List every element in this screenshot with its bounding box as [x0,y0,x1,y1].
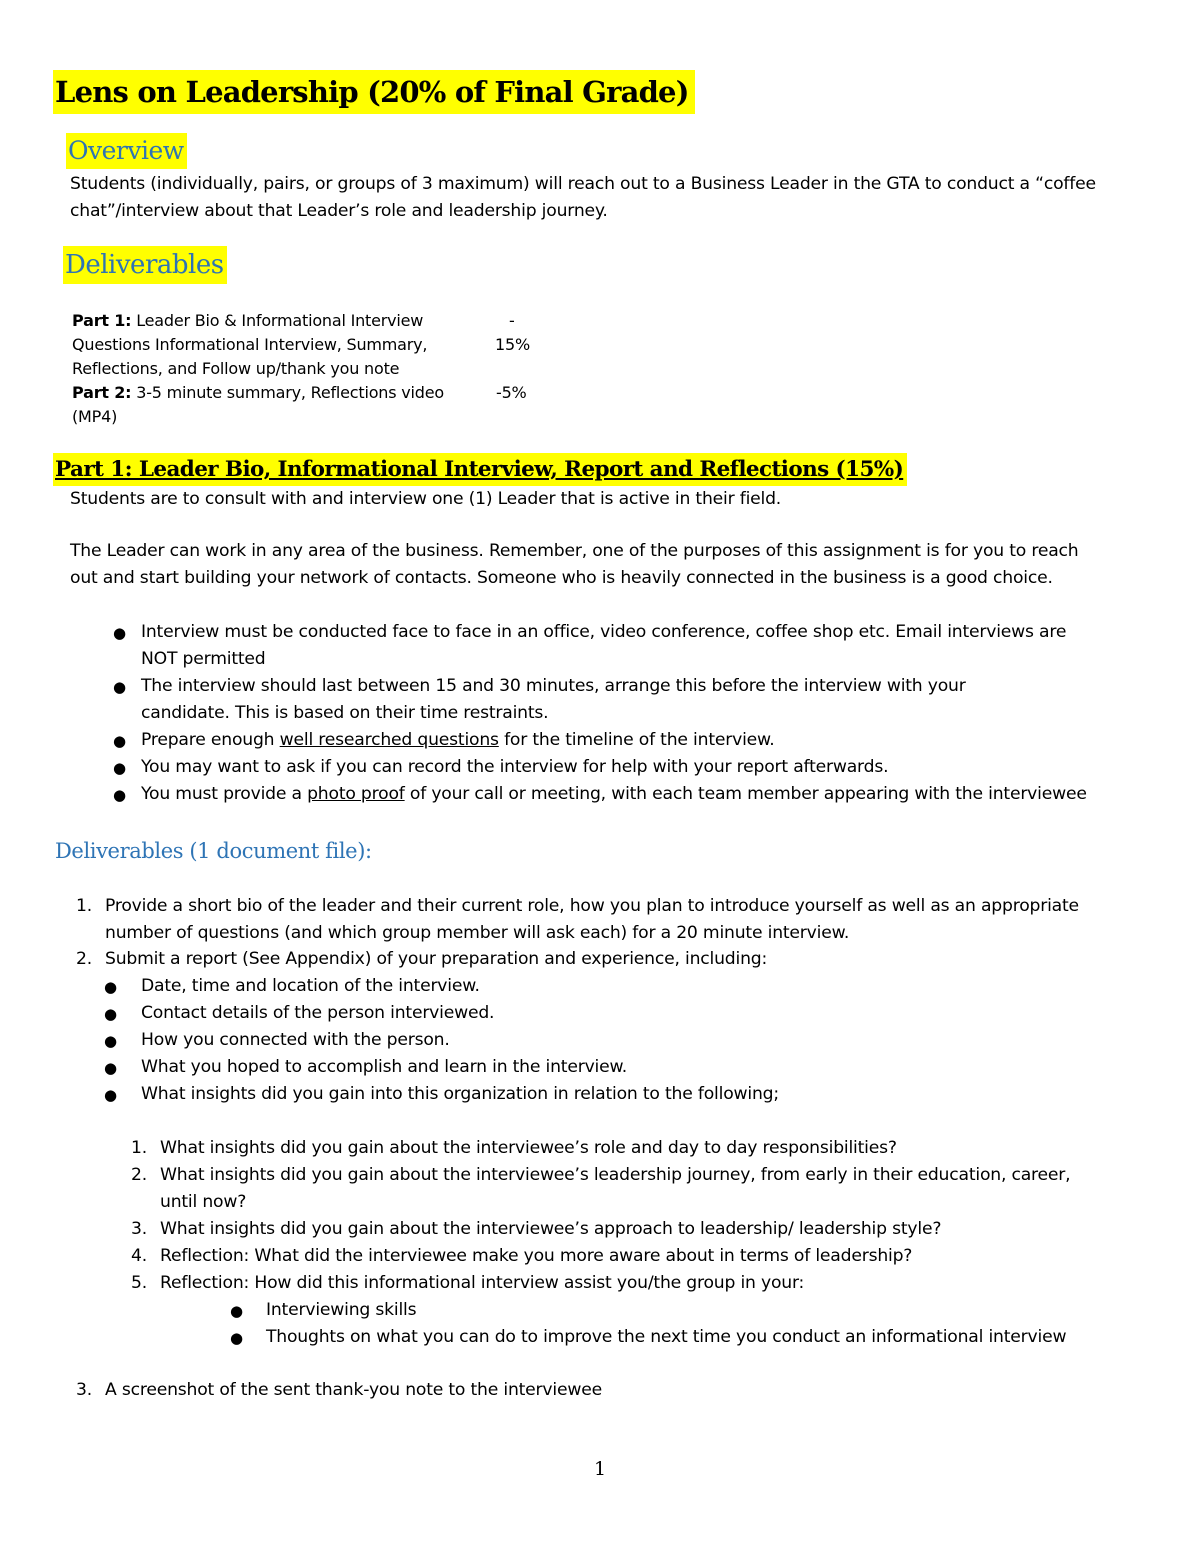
part1-paragraph-line-1: The Leader can work in any area of the business. Remember, one of the purposes of this assignment is for you to reach [70,541,1079,561]
bullet-icon: ● [104,1005,118,1023]
bullet-2-line-2: candidate. This is based on their time restraints. [141,703,549,723]
part2-desc-2: (MP4) [72,407,118,426]
part1-weight: 15% [495,335,530,354]
question-number-3: 3. [131,1219,147,1239]
report-bullet-2: Contact details of the person interviewed. [141,1003,495,1023]
overview-text-line-2: chat”/interview about that Leader’s role and leadership journey. [70,201,608,221]
bullet-2-line-1: The interview should last between 15 and 30 minutes, arrange this before the interview with your [141,676,966,696]
part1-heading: Part 1: Leader Bio, Informational Interview, Report and Reflections (15%) [53,453,907,486]
part1-desc-1: Leader Bio & Informational Interview [131,311,424,330]
bullet-icon: ● [104,1086,118,1104]
bullet-4: You may want to ask if you can record the interview for help with your report afterwards. [141,757,889,777]
part1-desc-2: Questions Informational Interview, Summary, [72,335,428,354]
bullet-icon: ● [113,759,127,777]
bullet-5-post: of your call or meeting, with each team member appearing with the interviewee [404,784,1087,804]
bullet-icon: ● [104,1032,118,1050]
part1-weight-dash: - [509,311,515,330]
question-number-4: 4. [131,1246,147,1266]
bullet-1-line-2: NOT permitted [141,649,266,669]
question-2-line-1: What insights did you gain about the interviewee’s leadership journey, from early in their education, career, [160,1165,1071,1185]
bullet-3-post: for the timeline of the interview. [498,730,775,750]
part2-weight: -5% [496,383,527,402]
part1-label: Part 1: [72,311,132,330]
deliverable-item-1-line-2: number of questions (and which group member will ask each) for a 20 minute interview. [105,923,850,943]
page-number: 1 [593,1458,607,1480]
bullet-5-pre: You must provide a [141,784,308,804]
bullet-icon: ● [113,786,127,804]
list-number-1: 1. [76,896,92,916]
question-4: Reflection: What did the interviewee make you more aware about in terms of leadership? [160,1246,913,1266]
bullet-icon: ● [104,1059,118,1077]
list-number-2: 2. [76,949,92,969]
deliverable-item-3: A screenshot of the sent thank-you note to the interviewee [105,1380,602,1400]
bullet-icon: ● [230,1302,244,1320]
bullet-3 [141,727,775,754]
deliverables-document-heading: Deliverables (1 document file): [55,839,372,863]
report-bullet-5: What insights did you gain into this organization in relation to the following; [141,1084,779,1104]
deliverable-item-1-line-1: Provide a short bio of the leader and their current role, how you plan to introduce yourself as well as an appropriate [105,896,1079,916]
skills-bullet-1: Interviewing skills [266,1300,417,1320]
part2-desc-1: 3-5 minute summary, Reflections video [131,383,444,402]
question-3: What insights did you gain about the interviewee’s approach to leadership/ leadership style? [160,1219,942,1239]
question-number-5: 5. [131,1273,147,1293]
question-number-2: 2. [131,1165,147,1185]
bullet-icon: ● [230,1329,244,1347]
part1-intro: Students are to consult with and interview one (1) Leader that is active in their field. [70,489,782,509]
report-bullet-3: How you connected with the person. [141,1030,450,1050]
deliverables-heading: Deliverables [63,246,227,284]
bullet-icon: ● [104,978,118,996]
deliverable-part1-line-1 [72,309,423,333]
deliverable-item-2: Submit a report (See Appendix) of your preparation and experience, including: [105,949,768,969]
question-5: Reflection: How did this informational interview assist you/the group in your: [160,1273,805,1293]
part2-label: Part 2: [72,383,132,402]
overview-heading: Overview [66,133,187,169]
well-researched-questions-text: well researched questions [279,730,499,750]
part1-paragraph-line-2: out and start building your network of contacts. Someone who is heavily connected in the business is a good choice. [70,568,1053,588]
part1-desc-3: Reflections, and Follow up/thank you note [72,359,400,378]
report-bullet-4: What you hoped to accomplish and learn in the interview. [141,1057,628,1077]
bullet-icon: ● [113,732,127,750]
bullet-1-line-1: Interview must be conducted face to face in an office, video conference, coffee shop etc. Email interviews are [141,622,1067,642]
question-number-1: 1. [131,1138,147,1158]
skills-bullet-2: Thoughts on what you can do to improve the next time you conduct an informational interview [266,1327,1067,1347]
question-2-line-2: until now? [160,1192,247,1212]
photo-proof-text: photo proof [307,784,405,804]
bullet-icon: ● [113,624,127,642]
bullet-3-pre: Prepare enough [141,730,280,750]
bullet-icon: ● [113,678,127,696]
list-number-3: 3. [76,1380,92,1400]
document-title: Lens on Leadership (20% of Final Grade) [53,70,695,114]
deliverable-part2-line-1 [72,381,444,405]
overview-text-line-1: Students (individually, pairs, or groups of 3 maximum) will reach out to a Business Leader in the GTA to conduct a “coffee [70,174,1096,194]
bullet-5 [141,781,1087,808]
question-1: What insights did you gain about the interviewee’s role and day to day responsibilities? [160,1138,897,1158]
report-bullet-1: Date, time and location of the interview. [141,976,480,996]
